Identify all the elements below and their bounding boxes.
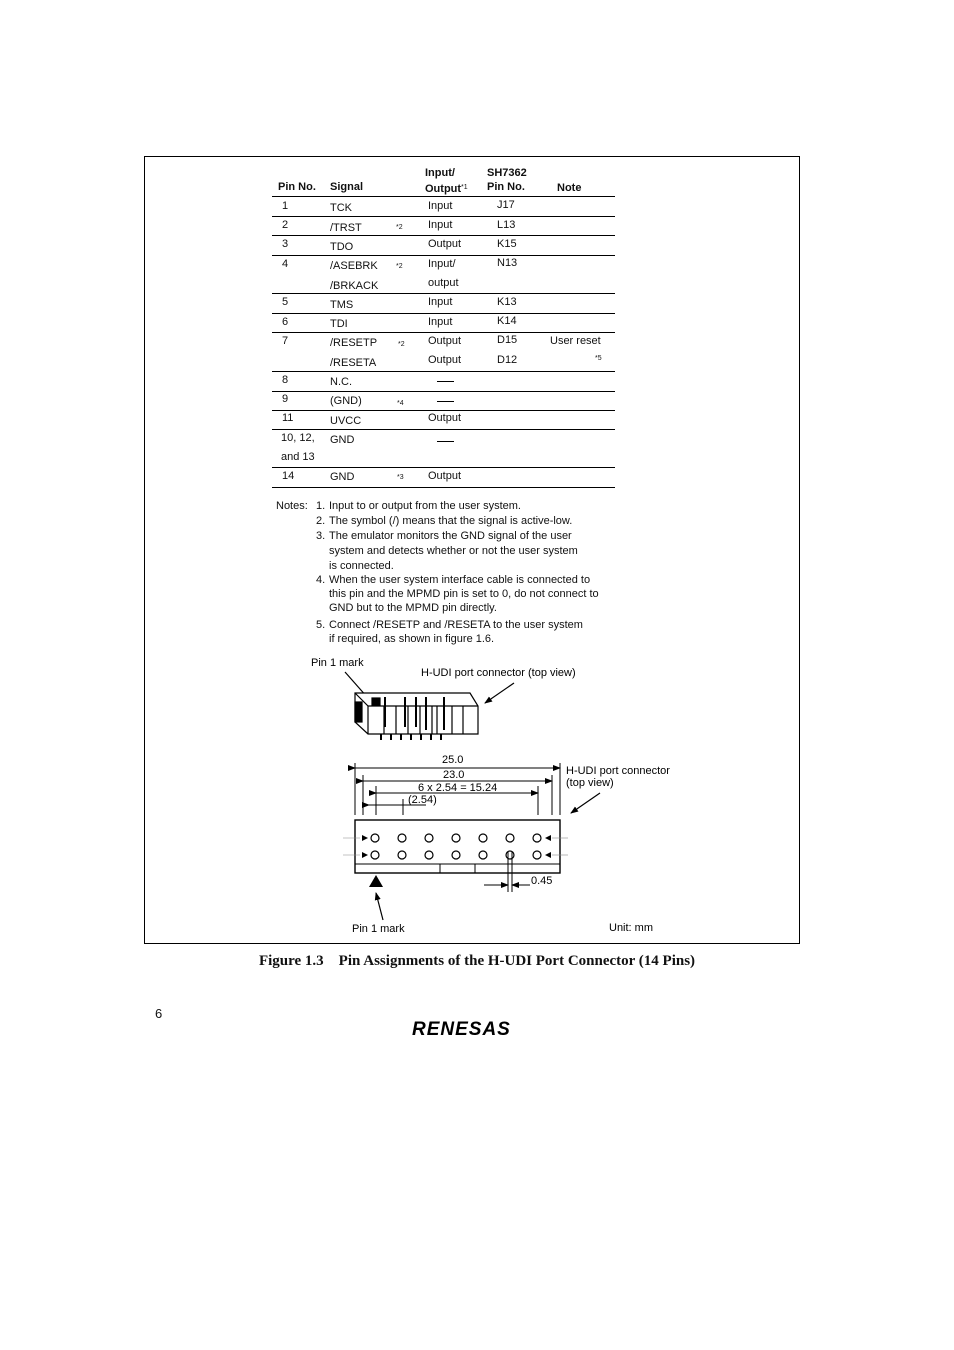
io-cell: Input/ bbox=[428, 258, 456, 270]
io-cell: Output bbox=[428, 470, 462, 482]
sh-pin-cell: K15 bbox=[497, 238, 517, 250]
note-line: When the user system interface cable is connected to bbox=[329, 574, 591, 586]
signal-cell-2: /BRKACK bbox=[330, 280, 379, 292]
io-cell: Output bbox=[428, 412, 462, 424]
figure-caption: Figure 1.3 Pin Assignments of the H-UDI Port Connector (14 Pins) bbox=[258, 953, 696, 969]
io-cell: Input bbox=[428, 200, 453, 212]
sh-pin-cell: N13 bbox=[497, 257, 518, 269]
note-number: 1. bbox=[316, 500, 326, 512]
connector-right-label-1: H-UDI port connector bbox=[566, 765, 670, 777]
note-number: 3. bbox=[316, 530, 326, 542]
pin1-mark-bottom-label: Pin 1 mark bbox=[352, 923, 405, 935]
signal-cell: /TRST bbox=[330, 222, 362, 234]
dimension-pitch-total: 6 x 2.54 = 15.24 bbox=[418, 782, 498, 794]
pin-cell: 9 bbox=[282, 393, 289, 405]
note-cell: User reset bbox=[550, 335, 601, 347]
connector-arrow bbox=[485, 683, 514, 703]
header-sh-line2: Pin No. bbox=[487, 181, 525, 193]
note-mark: *3 bbox=[397, 474, 404, 481]
signal-cell: N.C. bbox=[330, 376, 352, 388]
header-signal: Signal bbox=[330, 181, 364, 193]
signal-cell: TDI bbox=[330, 318, 348, 330]
note-mark: *5 bbox=[595, 355, 602, 362]
page-number: 6 bbox=[155, 1006, 163, 1021]
note-line: Connect /RESETP and /RESETA to the user system bbox=[329, 619, 583, 631]
io-cell: Input bbox=[428, 219, 453, 231]
pin1-mark-bottom-arrow bbox=[376, 893, 383, 920]
note-number: 2. bbox=[316, 515, 326, 527]
signal-cell: TMS bbox=[330, 299, 354, 311]
sh-pin-cell: J17 bbox=[497, 199, 515, 211]
pin-cell: 6 bbox=[282, 316, 289, 328]
header-pin-no: Pin No. bbox=[278, 181, 316, 193]
connector-3d-drawing bbox=[355, 693, 478, 740]
renesas-logo bbox=[412, 1016, 536, 1042]
signal-cell: /ASEBRK bbox=[330, 260, 378, 272]
note-mark: *2 bbox=[396, 224, 403, 231]
header-io-line2: Output$^{*1}$ bbox=[425, 183, 468, 195]
io-cell: Input bbox=[428, 296, 453, 308]
note-line: system and detects whether or not the user system bbox=[329, 545, 578, 557]
pin1-mark-top-label: Pin 1 mark bbox=[311, 657, 364, 669]
sh-pin-cell: K13 bbox=[497, 296, 517, 308]
signal-cell: TCK bbox=[330, 202, 352, 214]
signal-cell: TDO bbox=[330, 241, 354, 253]
connector-top-view-label: H-UDI port connector (top view) bbox=[421, 667, 576, 679]
dimension-25: 25.0 bbox=[442, 754, 464, 766]
connector-right-label-2: (top view) bbox=[566, 777, 614, 789]
io-cell: Input bbox=[428, 316, 453, 328]
note-number: 4. bbox=[316, 574, 326, 586]
sh-pin-cell: L13 bbox=[497, 219, 516, 231]
io-cell-2: Output bbox=[428, 354, 462, 366]
dimension-pitch: (2.54) bbox=[408, 794, 437, 806]
pin-cell: 14 bbox=[282, 470, 295, 482]
note-mark: *2 bbox=[396, 263, 403, 270]
note-line: is connected. bbox=[329, 560, 394, 572]
signal-cell-2: /RESETA bbox=[330, 357, 377, 369]
io-cell-2: output bbox=[428, 277, 459, 289]
note-line: if required, as shown in figure 1.6. bbox=[329, 633, 495, 645]
note-mark: *4 bbox=[397, 400, 404, 407]
signal-cell: GND bbox=[330, 434, 355, 446]
sh-pin-cell: D15 bbox=[497, 334, 518, 346]
signal-cell: GND bbox=[330, 471, 355, 483]
pin-cell: 1 bbox=[282, 200, 289, 212]
signal-cell: UVCC bbox=[330, 415, 362, 427]
logo-text: RENESAS bbox=[412, 1019, 511, 1040]
pin-cell: 5 bbox=[282, 296, 289, 308]
io-cell: Output bbox=[428, 335, 462, 347]
header-io-line1: Input/ bbox=[425, 167, 455, 179]
pin1-mark-triangle bbox=[369, 875, 383, 887]
note-number: 5. bbox=[316, 619, 326, 631]
pin-cell: 11 bbox=[282, 412, 294, 424]
pin-cell: 10, 12, bbox=[281, 432, 315, 444]
io-cell: Output bbox=[428, 238, 462, 250]
note-line: The emulator monitors the GND signal of the user bbox=[329, 530, 572, 542]
note-line: this pin and the MPMD pin is set to 0, do not connect to bbox=[329, 588, 599, 600]
sh-pin-cell: K14 bbox=[497, 315, 517, 327]
pin-cell: 2 bbox=[282, 219, 289, 231]
dimension-23: 23.0 bbox=[443, 769, 465, 781]
note-line: The symbol (/) means that the signal is active-low. bbox=[329, 515, 573, 527]
signal-cell: /RESETP bbox=[330, 337, 378, 349]
connector-right-arrow bbox=[571, 793, 600, 813]
note-line: Input to or output from the user system. bbox=[329, 500, 521, 512]
header-sh-line1: SH7362 bbox=[487, 167, 527, 179]
notes-label: Notes: bbox=[276, 500, 308, 512]
note-line: GND but to the MPMD pin directly. bbox=[329, 602, 497, 614]
signal-cell: (GND) bbox=[330, 395, 362, 407]
sh-pin-cell-2: D12 bbox=[497, 354, 518, 366]
header-io-mark: *1 bbox=[461, 184, 468, 191]
dimension-045: 0.45 bbox=[531, 875, 553, 887]
pin-cell: 4 bbox=[282, 258, 289, 270]
unit-label: Unit: mm bbox=[609, 922, 653, 934]
pin-cell-2: and 13 bbox=[281, 451, 315, 463]
pin-cell: 3 bbox=[282, 238, 289, 250]
pin-cell: 7 bbox=[282, 335, 289, 347]
note-mark: *2 bbox=[398, 341, 405, 348]
header-note: Note bbox=[557, 182, 582, 194]
pin-cell: 8 bbox=[282, 374, 289, 386]
